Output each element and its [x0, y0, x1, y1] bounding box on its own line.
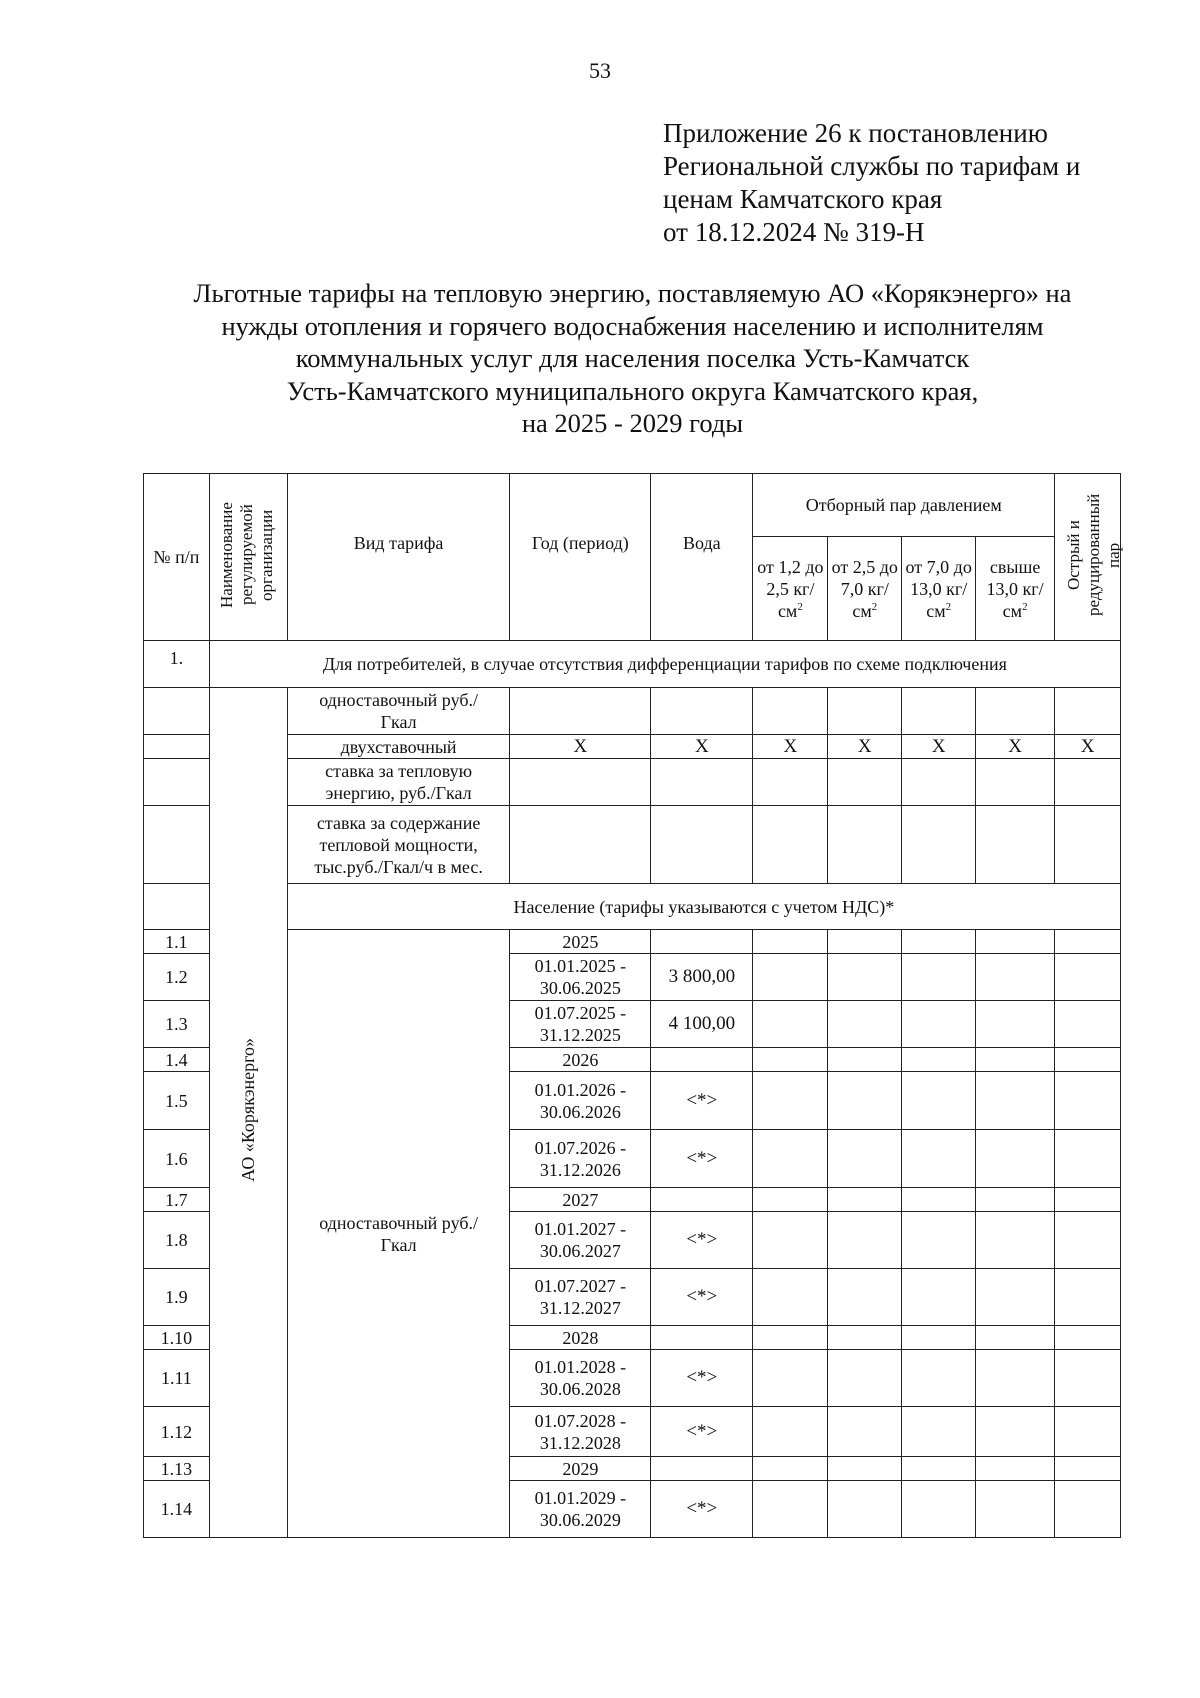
- x-mark: Х: [1055, 735, 1121, 759]
- header-steam-group: Отборный пар давлением: [753, 474, 1055, 537]
- row-num: 1.3: [144, 1001, 210, 1048]
- row-num: 1.7: [144, 1188, 210, 1212]
- row-period: 01.01.2025 - 30.06.2025: [510, 954, 651, 1001]
- row-period: 01.07.2025 - 31.12.2025: [510, 1001, 651, 1048]
- section-num: 1.: [144, 641, 210, 688]
- header-steam-2: от 2,5 до 7,0 $кг/см^2$: [828, 537, 902, 641]
- header-org: [209, 474, 287, 641]
- row-water: 4 100,00: [651, 1001, 753, 1048]
- row-num: 1.9: [144, 1269, 210, 1326]
- row-water: [651, 1188, 753, 1212]
- document-title: [100, 277, 1165, 440]
- header-year: Год (период): [510, 474, 651, 641]
- row-num: 1.14: [144, 1481, 210, 1538]
- appendix-line: от 18.12.2024 № 319-Н: [663, 217, 925, 247]
- title-line: коммунальных услуг для населения поселка Усть-Камчатск: [295, 343, 970, 373]
- population-header: Население (тарифы указываются с учетом НДС)*: [287, 884, 1120, 930]
- header-num: № п/п: [144, 474, 210, 641]
- row-period: 01.07.2028 - 31.12.2028: [510, 1407, 651, 1457]
- row-period: 01.07.2027 - 31.12.2027: [510, 1269, 651, 1326]
- row-period: 2029: [510, 1457, 651, 1481]
- section-title: Для потребителей, в случае отсутствия дифференциации тарифов по схеме подключения: [209, 641, 1120, 688]
- x-mark: Х: [651, 735, 753, 759]
- org-name: АО «Корякэнерго»: [238, 1038, 259, 1182]
- header-water: Вода: [651, 474, 753, 641]
- row-period: 2027: [510, 1188, 651, 1212]
- header-sharp-steam: [1055, 474, 1121, 641]
- title-line: Усть-Камчатского муниципального округа Камчатского края,: [286, 375, 979, 406]
- row-num: 1.1: [144, 930, 210, 954]
- row-num: 1.6: [144, 1130, 210, 1188]
- x-mark: Х: [828, 735, 902, 759]
- row-period: 01.01.2029 - 30.06.2029: [510, 1481, 651, 1538]
- appendix-line: Приложение 26 к постановлению: [663, 118, 1048, 148]
- row-num: 1.8: [144, 1212, 210, 1269]
- header-steam-3: от 7,0 до 13,0 $кг/см^2$: [902, 537, 976, 641]
- row-water: <*>: [651, 1072, 753, 1130]
- appendix-line: ценам Камчатского края: [663, 184, 943, 214]
- row-water: [651, 930, 753, 954]
- row-water: 3 800,00: [651, 954, 753, 1001]
- header-org-text: Наименование регулируемой организации: [217, 501, 277, 608]
- x-mark: Х: [510, 735, 651, 759]
- appendix-reference: [663, 117, 1080, 249]
- header-tariff-type: Вид тарифа: [287, 474, 510, 641]
- x-mark: Х: [976, 735, 1055, 759]
- row-water: <*>: [651, 1481, 753, 1538]
- tariff-type-capacity-rate: ставка за содержание тепловой мощности, тыс.руб./Гкал/ч в мес.: [287, 806, 510, 884]
- row-num: 1.2: [144, 954, 210, 1001]
- header-steam-1: от 1,2 до 2,5 $кг/см^2$: [753, 537, 828, 641]
- row-period: 01.07.2026 - 31.12.2026: [510, 1130, 651, 1188]
- row-water: <*>: [651, 1407, 753, 1457]
- row-water: <*>: [651, 1212, 753, 1269]
- row-period: 2025: [510, 930, 651, 954]
- row-period: 01.01.2026 - 30.06.2026: [510, 1072, 651, 1130]
- row-num: 1.13: [144, 1457, 210, 1481]
- header-sharp-steam-text: Острый и редуцированный пар: [1063, 493, 1123, 616]
- row-period: 2028: [510, 1326, 651, 1350]
- population-tariff-type: одноставочный руб./Гкал: [287, 930, 510, 1538]
- row-water: <*>: [651, 1130, 753, 1188]
- title-line: Льготные тарифы на тепловую энергию, поставляемую АО «Корякэнерго» на: [193, 278, 1072, 308]
- tariff-type-single: одноставочный руб./Гкал: [287, 688, 510, 735]
- title-line: нужды отопления и горячего водоснабжения населению и исполнителям: [221, 310, 1044, 341]
- tariff-type-energy-rate: ставка за тепловую энергию, руб./Гкал: [287, 759, 510, 806]
- header-steam-4: свыше 13,0 $кг/см^2$: [976, 537, 1055, 641]
- title-line: на 2025 - 2029 годы: [521, 408, 744, 438]
- row-num-empty: [144, 688, 210, 735]
- row-water: <*>: [651, 1269, 753, 1326]
- tariff-type-two-rate: двухставочный: [287, 735, 510, 759]
- row-num: 1.5: [144, 1072, 210, 1130]
- row-num: 1.11: [144, 1350, 210, 1407]
- tariff-table: [143, 473, 1121, 1538]
- row-period: 01.01.2027 - 30.06.2027: [510, 1212, 651, 1269]
- org-name-cell: [209, 688, 287, 1538]
- x-mark: Х: [753, 735, 828, 759]
- x-mark: Х: [902, 735, 976, 759]
- page-number: 53: [589, 58, 611, 83]
- row-water: [651, 1048, 753, 1072]
- row-period: 01.01.2028 - 30.06.2028: [510, 1350, 651, 1407]
- appendix-line: Региональной службы по тарифам и: [663, 151, 1081, 181]
- row-num: 1.10: [144, 1326, 210, 1350]
- row-num: 1.12: [144, 1407, 210, 1457]
- row-water: <*>: [651, 1350, 753, 1407]
- row-num: 1.4: [144, 1048, 210, 1072]
- row-water: [651, 1457, 753, 1481]
- row-water: [651, 1326, 753, 1350]
- row-period: 2026: [510, 1048, 651, 1072]
